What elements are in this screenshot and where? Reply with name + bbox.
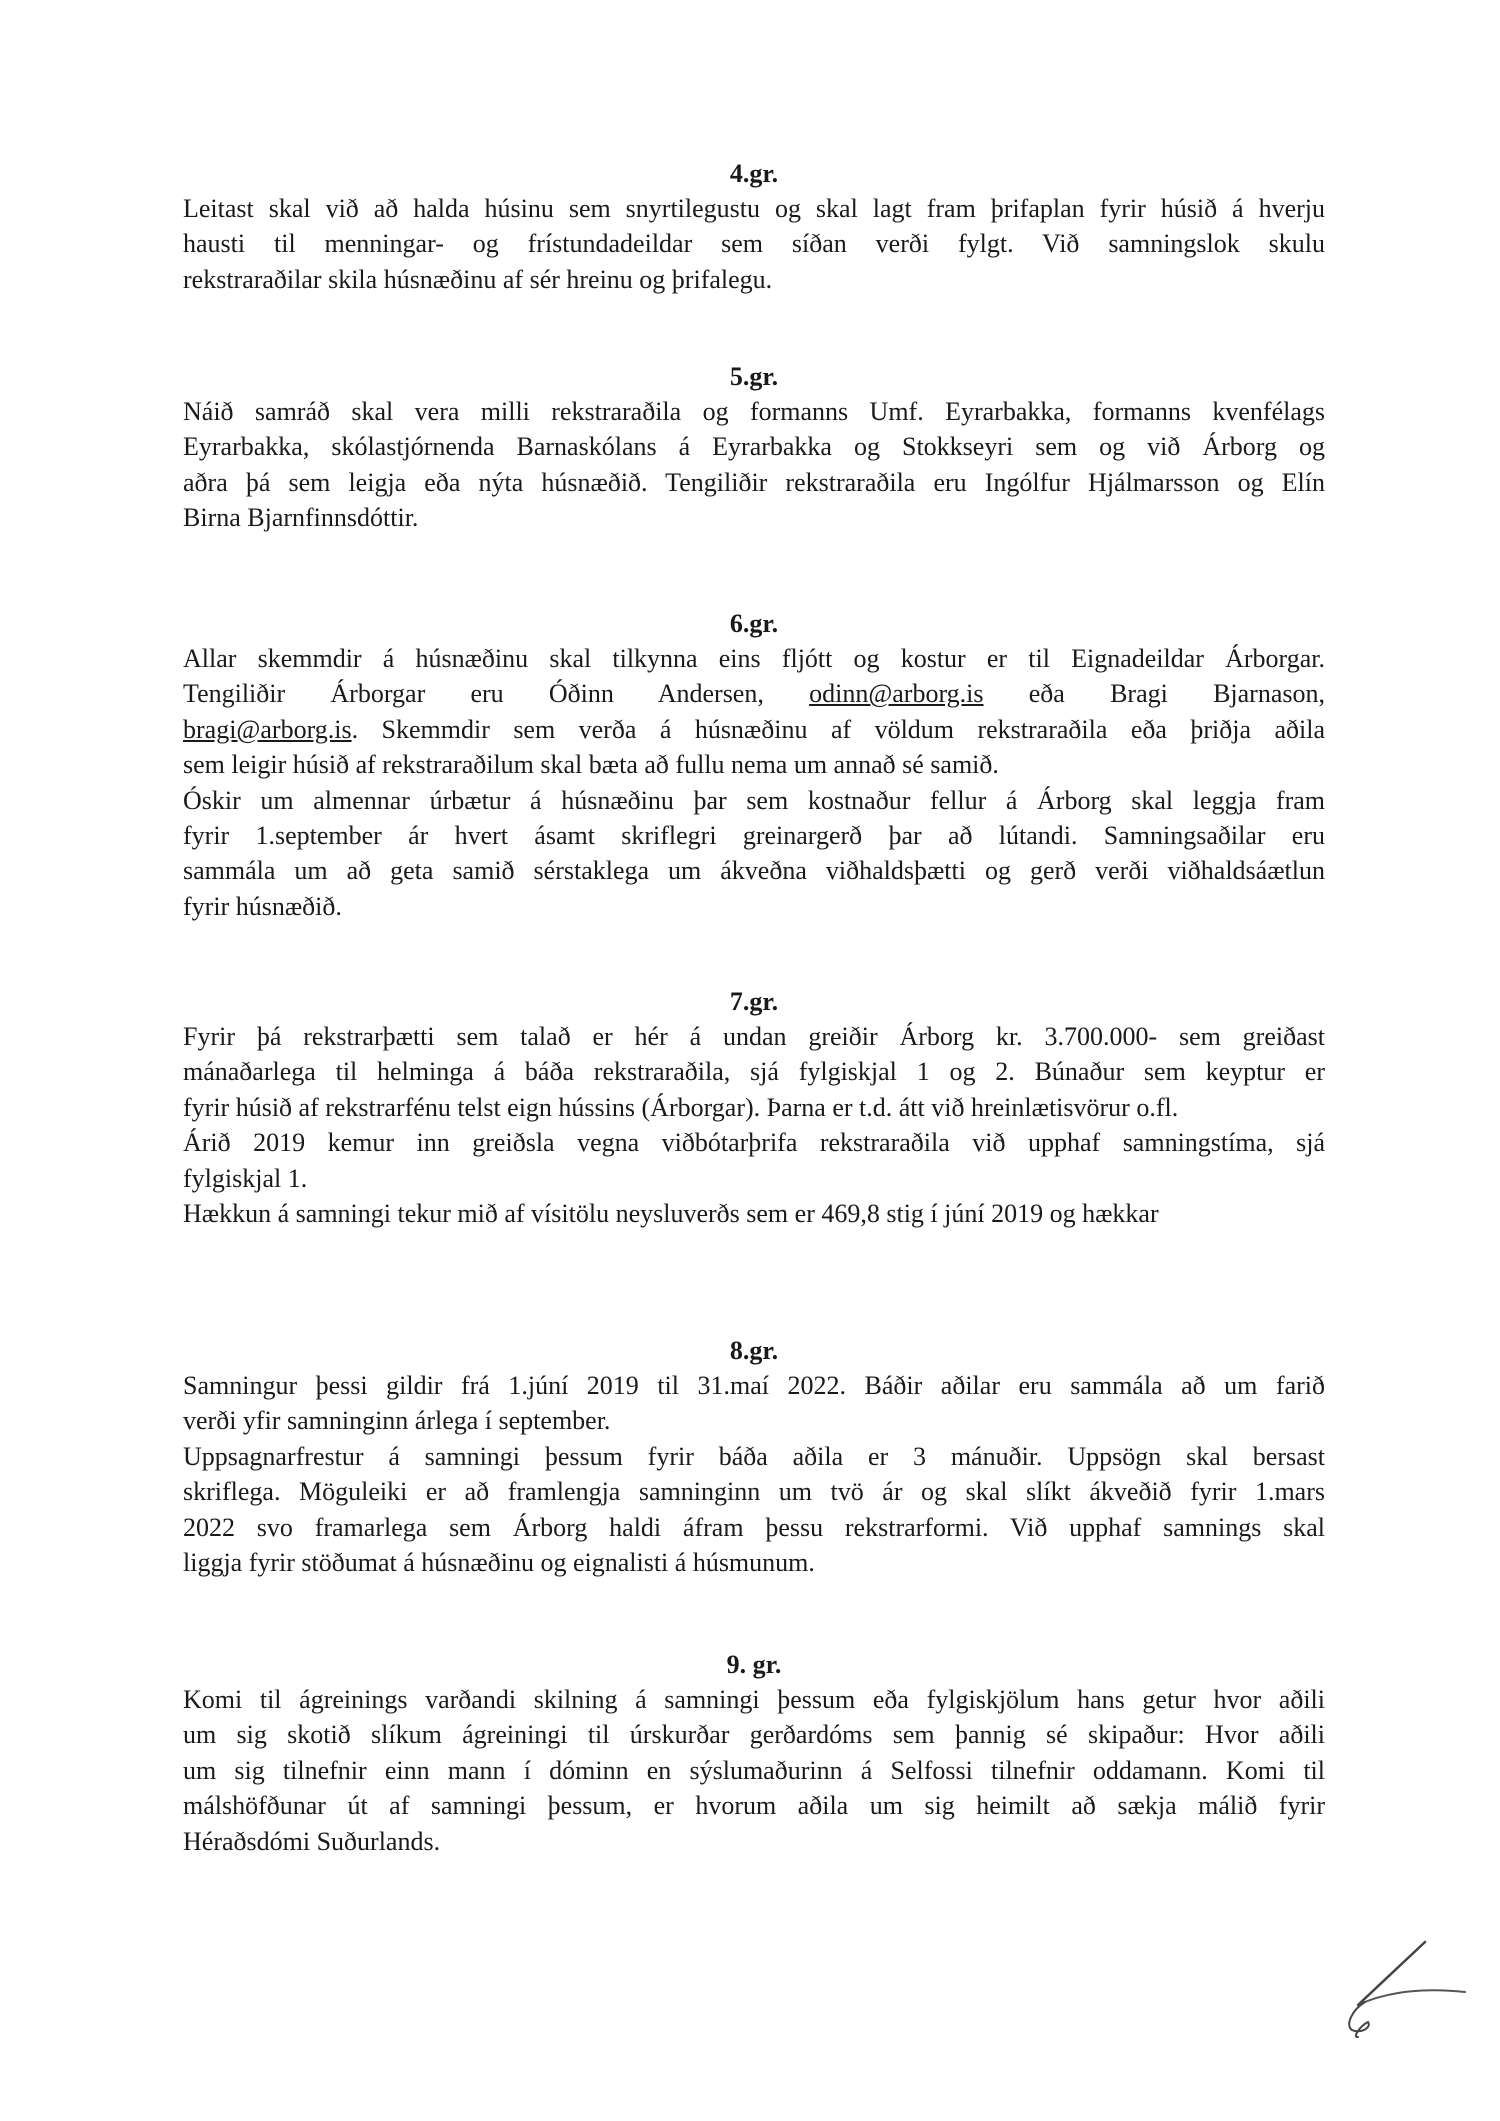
article-heading: 5.gr. <box>729 362 779 391</box>
article-heading: 4.gr. <box>729 159 779 188</box>
text-line <box>183 641 1325 676</box>
text-segment: málshöfðunar út af samningi þessum, er hvorum aðila um sig heimilt að sækja málið fyrir <box>183 1791 1325 1821</box>
text-line <box>183 676 1325 711</box>
text-segment: hausti til menningar- og frístundadeildar sem síðan verði fylgt. Við samningslok skulu <box>183 229 1325 259</box>
paragraph <box>183 783 1325 925</box>
text-segment: Hækkun á samningi tekur mið af vísitölu neysluverðs sem er 469,8 stig í júní 2019 og hækkar <box>183 1198 1159 1228</box>
text-segment: . Skemmdir sem verða á húsnæðinu af völdum rekstraraðila eða þriðja aðila <box>351 714 1325 744</box>
text-segment: rekstraraðilar skila húsnæðinu af sér hreinu og þrifalegu. <box>183 264 773 294</box>
text-line <box>183 1682 1325 1717</box>
text-segment: mánaðarlega til helminga á báða rekstraraðila, sjá fylgiskjal 1 og 2. Búnaður sem keyptur er <box>183 1057 1325 1087</box>
text-line <box>183 1788 1325 1823</box>
article-heading: 9. gr. <box>726 1650 782 1679</box>
text-line <box>183 1439 1325 1474</box>
text-line <box>183 1403 1325 1438</box>
text-segment: eða Bragi Bjarnason, <box>983 679 1325 709</box>
text-segment: fyrir 1.september ár hvert ásamt skriflegri greinargerð þar að lútandi. Samningsaðilar eru <box>183 820 1325 850</box>
paragraph <box>183 1196 1325 1231</box>
text-segment: sammála um að geta samið sérstaklega um ákveðna viðhaldsþætti og gerð verði viðhaldsáætlun <box>183 856 1325 886</box>
email-link[interactable]: odinn@arborg.is <box>809 679 984 709</box>
text-segment: Náið samráð skal vera milli rekstraraðila og formanns Umf. Eyrarbakka, formanns kvenfélags <box>183 397 1325 426</box>
text-line <box>183 853 1325 888</box>
text-line <box>183 465 1325 500</box>
text-segment: Óskir um almennar úrbætur á húsnæðinu þar sem kostnaður fellur á Árborg skal leggja fram <box>183 785 1325 815</box>
text-segment: Allar skemmdir á húsnæðinu skal tilkynna eins fljótt og kostur er til Eignadeildar Árborgar. <box>183 644 1325 673</box>
article-section <box>183 157 1325 297</box>
text-segment: Samningur þessi gildir frá 1.júní 2019 til 31.maí 2022. Báðir aðilar eru sammála að um farið <box>183 1371 1325 1400</box>
text-line <box>183 394 1325 429</box>
text-segment: verði yfir samninginn árlega í september. <box>183 1406 611 1436</box>
text-line <box>183 1019 1325 1054</box>
text-segment: Birna Bjarnfinnsdóttir. <box>183 503 419 533</box>
email-link[interactable]: bragi@arborg.is <box>183 714 352 744</box>
text-line <box>183 262 1325 297</box>
article-section <box>183 985 1325 1231</box>
article-section <box>183 607 1325 924</box>
text-segment: aðra þá sem leigja eða nýta húsnæðið. Tengiliðir rekstraraðila eru Ingólfur Hjálmarsson og Elín <box>183 467 1325 497</box>
text-segment: um sig skotið slíkum ágreiningi til úrskurðar gerðardóms sem þannig sé skipaður: Hvor aðili <box>183 1720 1325 1750</box>
text-segment: 2022 svo framarlega sem Árborg haldi áfram þessu rekstrarformi. Við upphaf samnings skal <box>183 1512 1325 1542</box>
text-line <box>183 712 1325 747</box>
text-line <box>183 1510 1325 1545</box>
article-heading: 7.gr. <box>729 987 779 1016</box>
text-segment: skriflega. Möguleiki er að framlengja samninginn um tvö ár og skal slíkt ákveðið fyrir 1.mars <box>183 1477 1325 1507</box>
text-line <box>183 818 1325 853</box>
text-line <box>183 500 1325 535</box>
text-segment: fyrir húsið af rekstrarfénu telst eign hússins (Árborgar). Þarna er t.d. átt við hreinlætisvörur o.fl. <box>183 1092 1179 1122</box>
paragraph <box>183 394 1325 536</box>
text-segment: sem leigir húsið af rekstraraðilum skal bæta að fullu nema um annað sé samið. <box>183 750 999 780</box>
paragraph <box>183 1019 1325 1125</box>
article-section <box>183 1648 1325 1859</box>
paragraph <box>183 641 1325 783</box>
paragraph <box>183 1368 1325 1439</box>
paragraph <box>183 1682 1325 1859</box>
text-line <box>183 1753 1325 1788</box>
handwritten-signature <box>1330 1930 1470 2045</box>
article-heading: 6.gr. <box>729 609 779 638</box>
text-segment: Komi til ágreinings varðandi skilning á samningi þessum eða fylgiskjölum hans getur hvor aðili <box>183 1685 1325 1714</box>
text-line <box>183 889 1325 924</box>
text-segment: Uppsagnarfrestur á samningi þessum fyrir báða aðila er 3 mánuðir. Uppsögn skal bersast <box>183 1441 1325 1471</box>
text-segment: Tengiliðir Árborgar eru Óðinn Andersen, <box>183 679 810 709</box>
text-line <box>183 1545 1325 1580</box>
text-line <box>183 1368 1325 1403</box>
paragraph <box>183 1125 1325 1196</box>
text-line <box>183 1161 1325 1196</box>
text-segment: liggja fyrir stöðumat á húsnæðinu og eignalisti á húsmunum. <box>183 1547 815 1577</box>
text-line <box>183 191 1325 226</box>
text-line <box>183 1125 1325 1160</box>
text-line <box>183 1090 1325 1125</box>
paragraph <box>183 1439 1325 1581</box>
text-segment: Leitast skal við að halda húsinu sem snyrtilegustu og skal lagt fram þrifaplan fyrir húsið á hverju <box>183 194 1325 223</box>
text-segment: Árið 2019 kemur inn greiðsla vegna viðbótarþrifa rekstraraðila við upphaf samningstíma, sjá <box>183 1128 1325 1158</box>
text-line <box>183 747 1325 782</box>
paragraph <box>183 191 1325 297</box>
text-segment: Héraðsdómi Suðurlands. <box>183 1826 441 1856</box>
text-segment: um sig tilnefnir einn mann í dóminn en sýslumaðurinn á Selfossi tilnefnir oddamann. Komi til <box>183 1755 1325 1785</box>
article-heading: 8.gr. <box>729 1336 779 1365</box>
article-section <box>183 1334 1325 1580</box>
text-segment: Eyrarbakka, skólastjórnenda Barnaskólans á Eyrarbakka og Stokkseyri sem og við Árborg og <box>183 432 1325 462</box>
text-line <box>183 1824 1325 1859</box>
text-line <box>183 1054 1325 1089</box>
text-segment: fylgiskjal 1. <box>183 1163 308 1193</box>
text-line <box>183 429 1325 464</box>
text-line <box>183 1196 1325 1231</box>
text-line <box>183 1717 1325 1752</box>
text-line <box>183 1474 1325 1509</box>
text-line <box>183 783 1325 818</box>
text-segment: fyrir húsnæðið. <box>183 891 342 921</box>
article-section <box>183 360 1325 536</box>
text-line <box>183 226 1325 261</box>
text-segment: Fyrir þá rekstrarþætti sem talað er hér á undan greiðir Árborg kr. 3.700.000- sem greiðast <box>183 1022 1325 1051</box>
